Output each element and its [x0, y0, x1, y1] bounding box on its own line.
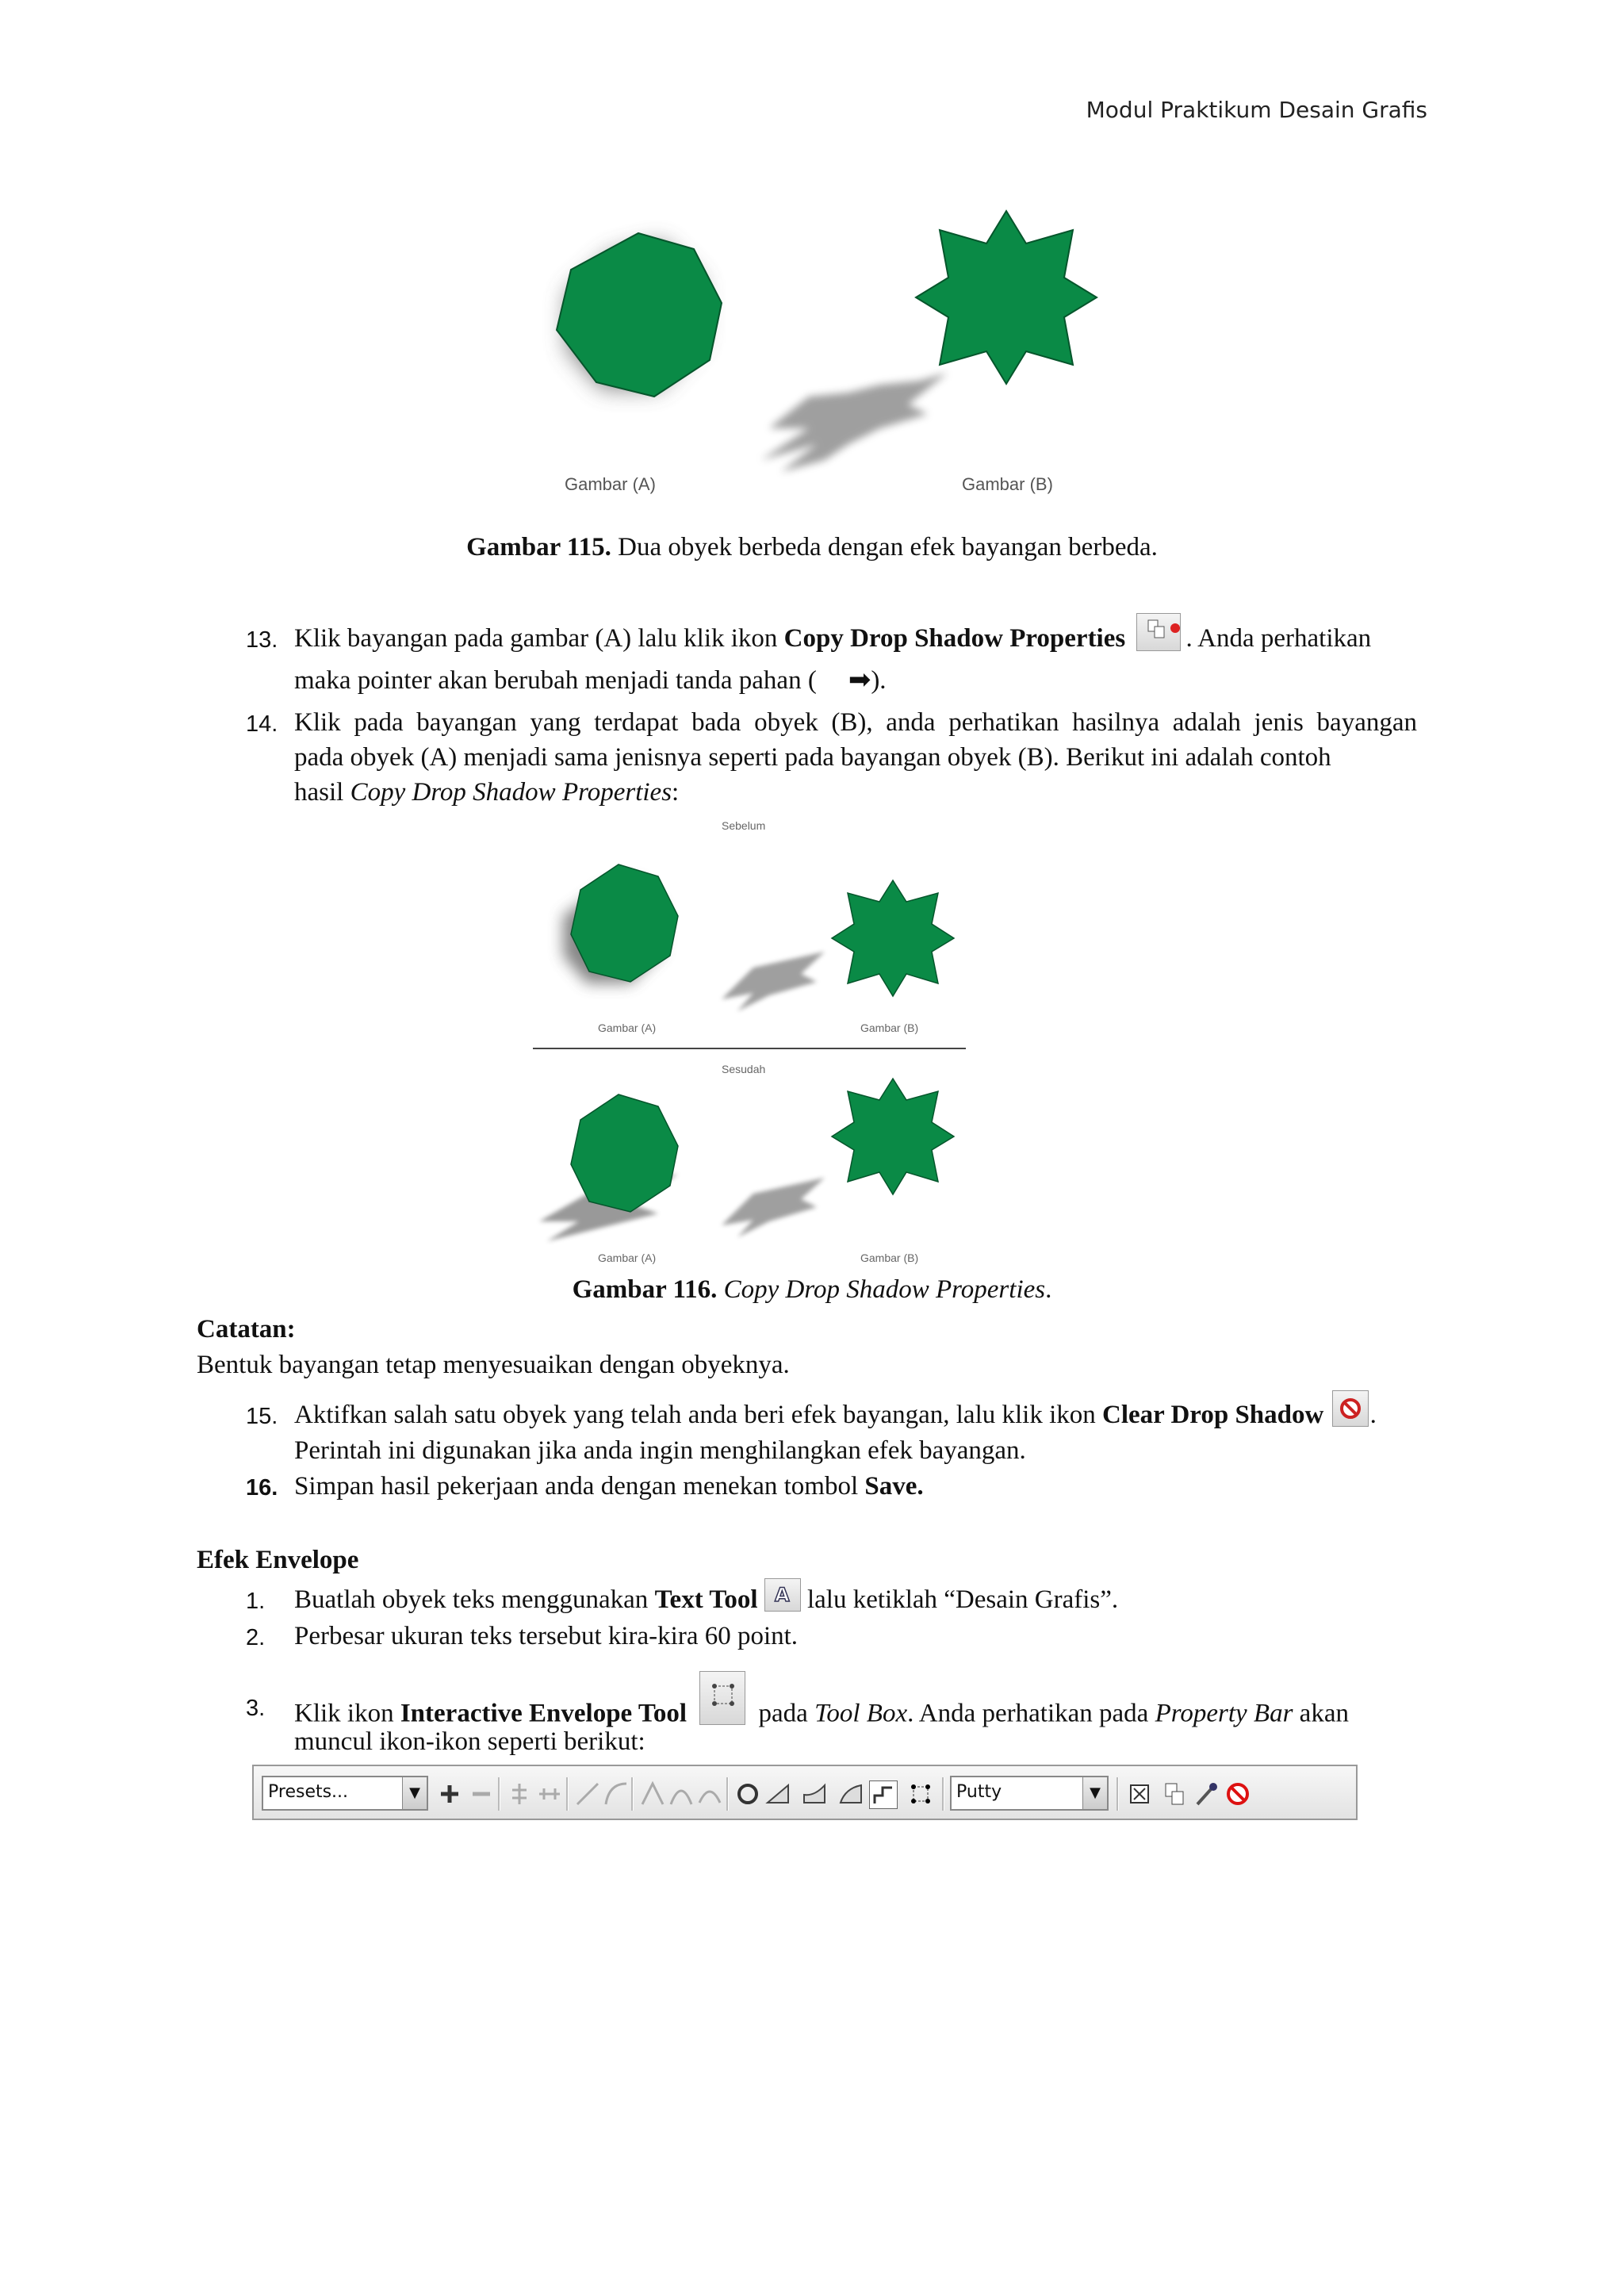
step-2-text: Perbesar ukuran teks tersebut kira-kira 60 point. [294, 1622, 799, 1650]
envelope-mode-icon[interactable] [869, 1780, 898, 1809]
smooth-node-icon[interactable] [668, 1780, 695, 1807]
step-1-number: 1. [246, 1589, 266, 1614]
step-13-line2: maka pointer akan berubah menjadi tanda pahan ( ➡). [294, 664, 887, 696]
copy-envelope-properties-icon[interactable] [1161, 1780, 1188, 1807]
figure-116 [508, 841, 983, 1269]
chevron-down-icon: ▼ [1082, 1777, 1107, 1809]
property-bar [252, 1765, 1358, 1820]
presets-dropdown[interactable]: Presets... ▼ [262, 1776, 428, 1811]
to-line-icon[interactable] [574, 1780, 601, 1807]
text-tool-icon [764, 1578, 801, 1612]
unconstrained-mode-icon[interactable] [837, 1780, 864, 1807]
to-curve-icon[interactable] [603, 1780, 630, 1807]
double-arc-mode-icon[interactable] [801, 1780, 828, 1807]
fig116-before-label-b: Gambar (B) [860, 1022, 919, 1034]
shadow-b [761, 373, 948, 472]
fig116-before-label: Sebelum [722, 819, 766, 832]
step-14-line2: pada obyek (A) menjadi sama jenisnya seperti pada bayangan obyek (B). Berikut ini adalah contoh [294, 743, 1331, 772]
step-15-text: Aktifkan salah satu obyek yang telah anda beri efek bayangan, lalu klik ikon Clear Drop Shadow . [294, 1397, 1428, 1435]
step-15-line2: Perintah ini digunakan jika anda ingin menghilangkan efek bayangan. [294, 1436, 1026, 1465]
figure-115-caption: Gambar 115. Dua obyek berbeda dengan efek bayangan berbeda. [466, 533, 1158, 562]
figure-115 [508, 206, 1158, 508]
arrow-pointer-icon: ➡ [848, 664, 871, 696]
step-15-number: 15. [246, 1404, 278, 1429]
single-arc-mode-icon[interactable] [764, 1780, 791, 1807]
after-shadow-b [722, 1178, 825, 1237]
page-header: Modul Praktikum Desain Grafis [1086, 97, 1427, 123]
octagon-a [557, 233, 722, 397]
copy-drop-shadow-icon [1136, 613, 1181, 651]
break-curve-icon[interactable] [536, 1780, 563, 1807]
join-nodes-icon[interactable] [506, 1780, 533, 1807]
after-star-b [832, 1079, 954, 1194]
step-13-number: 13. [246, 627, 278, 653]
fig116-after-label-b: Gambar (B) [860, 1251, 919, 1264]
cusp-node-icon[interactable] [639, 1780, 666, 1807]
delete-node-icon[interactable] [468, 1780, 495, 1807]
chevron-down-icon: ▼ [402, 1777, 427, 1809]
fig116-before-label-a: Gambar (A) [598, 1022, 657, 1034]
fig116-after-label: Sesudah [722, 1063, 766, 1075]
before-star-b [832, 880, 954, 996]
step-16-text: Simpan hasil pekerjaan anda dengan menekan tombol Save. [294, 1472, 924, 1501]
note-title: Catatan: [197, 1315, 296, 1343]
step-13-text: Klik bayangan pada gambar (A) lalu klik ikon Copy Drop Shadow Properties . Anda perhatikan [294, 620, 1428, 659]
step-3-text: Klik ikon Interactive Envelope Tool pada Tool Box. Anda perhatikan pada Property Bar akan [294, 1688, 1349, 1742]
symmetrical-node-icon[interactable] [696, 1780, 723, 1807]
svg-text:A: A [774, 1584, 790, 1607]
mapping-mode-dropdown[interactable]: Putty ▼ [950, 1776, 1109, 1811]
step-3-number: 3. [246, 1696, 266, 1721]
figure-116-caption: Gambar 116. Copy Drop Shadow Properties. [572, 1275, 1052, 1304]
create-envelope-from-icon[interactable] [1126, 1780, 1153, 1807]
step-14-line3: hasil Copy Drop Shadow Properties: [294, 778, 680, 807]
step-1-text: Buatlah obyek teks menggunakan Text Tool A lalu ketiklah “Desain Grafis”. [294, 1581, 1118, 1618]
add-node-icon[interactable] [436, 1780, 463, 1807]
straight-line-mode-icon[interactable] [734, 1780, 761, 1807]
after-octagon-a [571, 1094, 678, 1212]
step-14-number: 14. [246, 711, 278, 737]
clear-envelope-icon[interactable] [1224, 1780, 1251, 1807]
note-text: Bentuk bayangan tetap menyesuaikan dengan obyeknya. [197, 1351, 790, 1379]
eyedropper-icon[interactable] [1193, 1780, 1220, 1807]
interactive-envelope-tool-icon [699, 1671, 745, 1725]
before-shadow-b [722, 952, 825, 1011]
section-title: Efek Envelope [197, 1546, 359, 1574]
fig116-after-label-a: Gambar (A) [598, 1251, 657, 1264]
step-3-line2: muncul ikon-ikon seperti berikut: [294, 1727, 645, 1756]
clear-drop-shadow-icon [1332, 1390, 1369, 1427]
fig115-label-b: Gambar (B) [962, 474, 1053, 494]
before-octagon-a [571, 864, 678, 982]
add-new-envelope-icon[interactable] [907, 1780, 934, 1807]
step-16-number: 16. [246, 1475, 278, 1501]
star-b [916, 211, 1097, 384]
fig115-label-a: Gambar (A) [565, 474, 656, 494]
step-14-line1: Klik pada bayangan yang terdapat bada obyek (B), anda perhatikan hasilnya adalah jenis bayangan [294, 708, 1417, 737]
step-2-number: 2. [246, 1625, 266, 1650]
